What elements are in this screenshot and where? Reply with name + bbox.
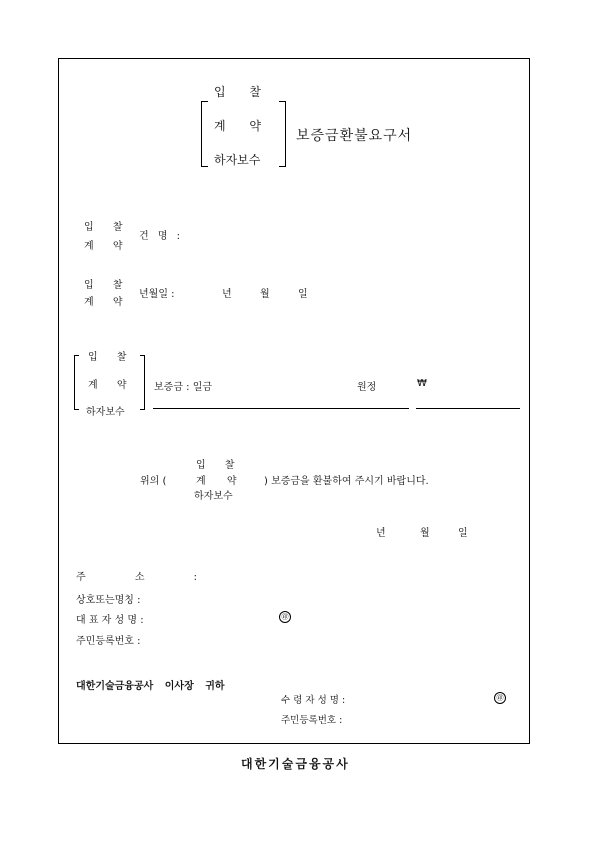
- applicant-seal-icon: ㊞: [279, 611, 291, 623]
- sign-month: 월: [420, 528, 430, 539]
- name-option-bid: 입 찰: [84, 222, 123, 233]
- deposit-amount-line: [153, 408, 409, 409]
- applicant-company-label: 상호또는명칭 :: [76, 595, 141, 606]
- deposit-label: 보증금 : 일금: [154, 382, 213, 393]
- deposit-bracket-right: [140, 355, 145, 410]
- deposit-currency: ₩: [417, 378, 427, 389]
- name-option-contract: 계 약: [84, 241, 123, 252]
- date-month: 월: [260, 289, 270, 300]
- title-bracket-left: [201, 101, 208, 167]
- request-option-warranty: 하자보수: [194, 491, 233, 502]
- date-option-contract: 계 약: [84, 297, 123, 308]
- title-bracket-right: [279, 101, 286, 167]
- title-option-warranty: 하자보수: [214, 153, 261, 167]
- applicant-address-label: 주 소 :: [76, 572, 198, 583]
- deposit-won: 원정: [357, 382, 377, 393]
- request-suffix: ) 보증금을 환불하여 주시기 바랍니다.: [264, 476, 429, 487]
- deposit-option-contract: 계 약: [88, 380, 127, 391]
- receiver-seal-icon: ㊞: [494, 692, 506, 704]
- deposit-bracket-left: [74, 355, 79, 410]
- title-option-bid: 입 찰: [214, 85, 262, 99]
- deposit-option-warranty: 하자보수: [86, 407, 125, 418]
- date-year: 년: [222, 289, 232, 300]
- request-option-contract: 계 약: [196, 476, 237, 487]
- request-prefix: 위의 (: [140, 476, 167, 487]
- receiver-resident-label: 주민등록번호 :: [281, 715, 343, 726]
- sign-day: 일: [458, 528, 468, 539]
- applicant-resident-label: 주민등록번호 :: [76, 636, 141, 647]
- name-label: 건 명 :: [139, 231, 181, 242]
- date-label: 년월일 :: [139, 289, 175, 300]
- title-option-contract: 계 약: [214, 119, 262, 133]
- receiver-name-label: 수 령 자 성 명 :: [281, 695, 346, 706]
- deposit-option-bid: 입 찰: [88, 352, 127, 363]
- page-title: 보증금환불요구서: [296, 128, 413, 144]
- date-option-bid: 입 찰: [84, 280, 123, 291]
- date-day: 일: [298, 289, 308, 300]
- addressee: 대한기술금융공사 이사장 귀하: [76, 681, 225, 692]
- deposit-figure-line: [416, 408, 520, 409]
- applicant-representative-label: 대 표 자 성 명 :: [76, 615, 144, 626]
- footer-organization: 대한기술금융공사: [241, 757, 350, 771]
- request-option-bid: 입 찰: [196, 460, 235, 471]
- sign-year: 년: [376, 528, 386, 539]
